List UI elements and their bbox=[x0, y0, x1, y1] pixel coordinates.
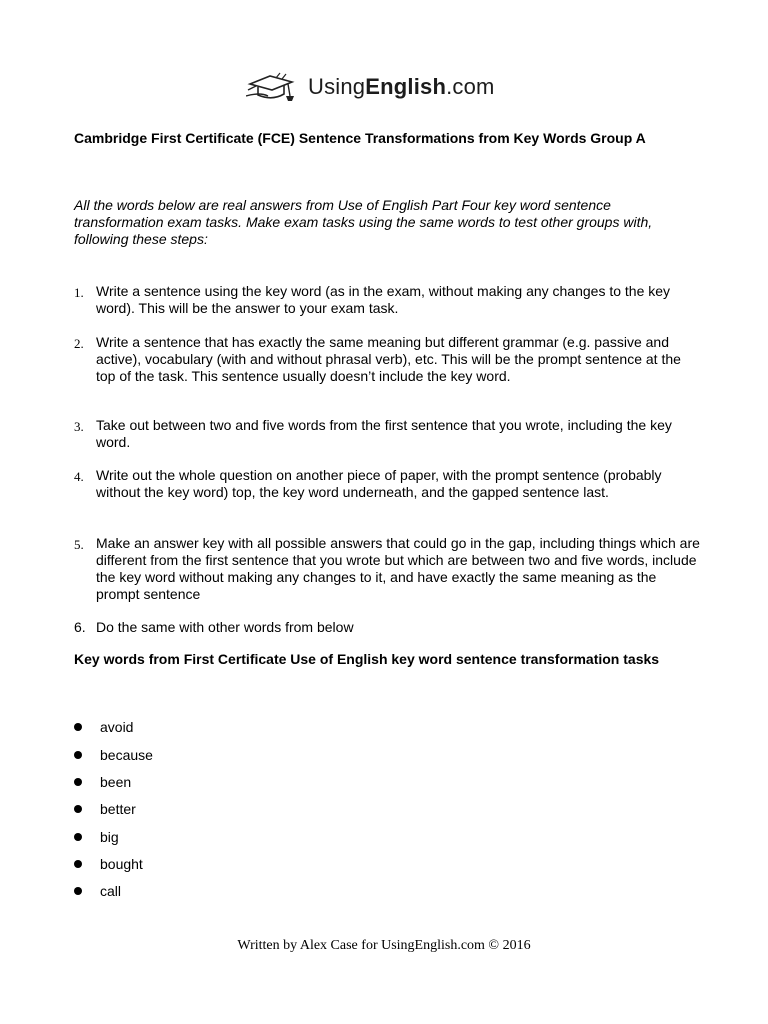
step-number: 6. bbox=[74, 619, 86, 635]
logo-text-com: .com bbox=[446, 74, 495, 99]
logo-text-using: Using bbox=[308, 74, 366, 99]
step-text: Write a sentence using the key word (as in the exam, without making any changes to the key word). This will be the answer to your exam task. bbox=[96, 283, 671, 316]
keyword: avoid bbox=[100, 719, 134, 735]
page-footer: Written by Alex Case for UsingEnglish.com © 2016 bbox=[237, 938, 531, 953]
bullet-icon bbox=[74, 887, 82, 895]
step-text: Write out the whole question on another piece of paper, with the prompt sentence (probably without the key word) top, the key word underneath, and the gapped sentence last. bbox=[96, 467, 662, 500]
bullet-icon bbox=[74, 805, 82, 813]
step-number: 1. bbox=[74, 285, 84, 300]
keyword: better bbox=[100, 801, 136, 817]
step-text: Take out between two and five words from the first sentence that you wrote, including the key word. bbox=[96, 417, 672, 450]
keyword: big bbox=[100, 829, 119, 845]
bullet-icon bbox=[74, 723, 82, 731]
keyword: because bbox=[100, 747, 153, 763]
bullet-icon bbox=[74, 833, 82, 841]
step-number: 5. bbox=[74, 537, 84, 552]
logo-text bbox=[308, 74, 495, 100]
keywords-heading: Key words from First Certificate Use of English key word sentence transformation tasks bbox=[74, 651, 660, 667]
step-number: 2. bbox=[74, 336, 84, 351]
keyword: been bbox=[100, 774, 132, 790]
step-text: Do the same with other words from below bbox=[96, 619, 354, 635]
document-title: Cambridge First Certificate (FCE) Sentence Transformations from Key Words Group A bbox=[74, 130, 646, 146]
logo-text-english: English bbox=[365, 74, 447, 99]
intro-paragraph: All the words below are real answers from Use of English Part Four key word sentence transformation exam tasks. Make exam tasks using the same words to test other groups with, following these steps: bbox=[74, 197, 653, 247]
site-logo bbox=[246, 68, 495, 106]
step-number: 4. bbox=[74, 469, 84, 484]
step-text: Write a sentence that has exactly the same meaning but different grammar (e.g. passive and active), vocabulary (with and without phrasal verb), etc. This will be the prompt sentence at the top of the task. This sentence usually doesn’t include the key word. bbox=[96, 334, 681, 384]
step-number: 3. bbox=[74, 419, 84, 434]
bullet-icon bbox=[74, 860, 82, 868]
keyword: call bbox=[100, 883, 122, 899]
graduation-cap-icon bbox=[246, 70, 298, 104]
keyword: bought bbox=[100, 856, 143, 872]
bullet-icon bbox=[74, 778, 82, 786]
bullet-icon bbox=[74, 751, 82, 759]
step-text: Make an answer key with all possible answers that could go in the gap, including things which are different from the first sentence that you wrote but which are between two and five words, include the key word without making any changes to it, and have exactly the same meaning as the prompt sentence bbox=[96, 535, 700, 602]
